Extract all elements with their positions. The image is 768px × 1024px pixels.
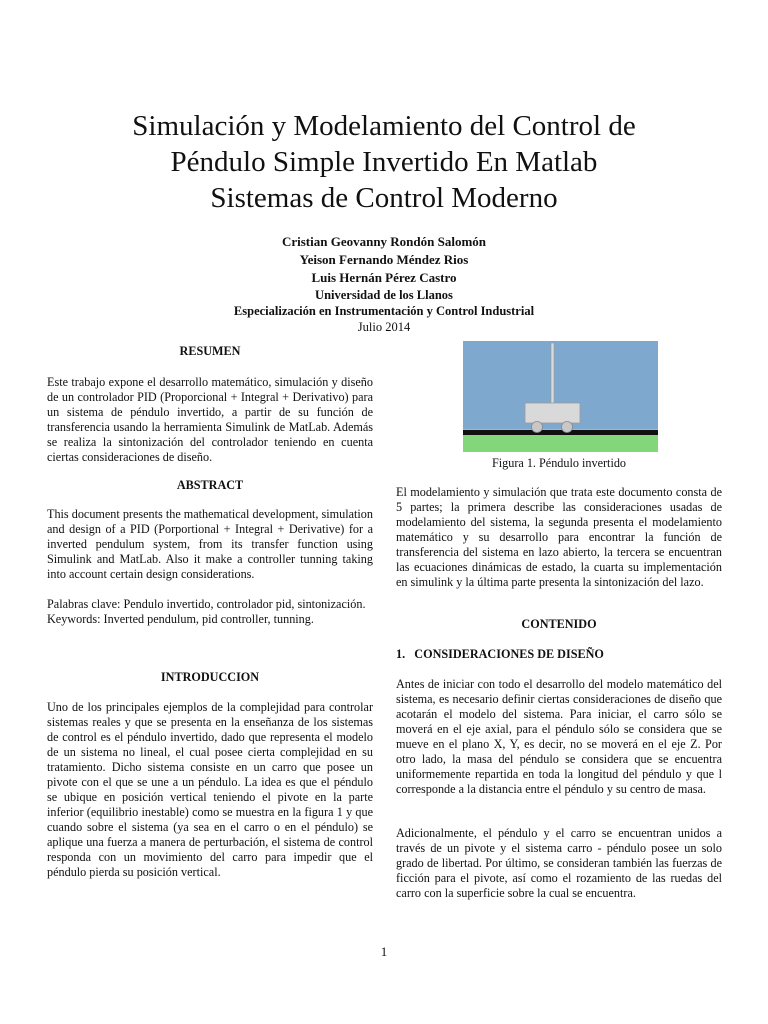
paper-title [40, 108, 728, 216]
section1-paragraph-2: Adicionalmente, el péndulo y el carro se encuentran unidos a través de un pivote y el sistema carro - péndulo posee un solo grado de libertad. Por último, se consideran también las fuerzas de ficción para el pivote, así como el rozamiento de las ruedas del carro con la superficie sobre la cual se encuentra. [396, 826, 722, 900]
keywords-block [47, 597, 373, 627]
section1-heading: 1. CONSIDERACIONES DE DISEÑO [396, 647, 604, 661]
introduccion-heading: INTRODUCCION [160, 670, 260, 684]
title-line-1: Simulación y Modelamiento del Control de [132, 110, 636, 142]
resumen-section [47, 344, 373, 359]
figure-track [463, 430, 658, 435]
intro-right-body [396, 485, 722, 590]
introduccion-text: Uno de los principales ejemplos de la complejidad para controlar sistemas reales y que se presenta en la enseñanza de los sistemas de control es el péndulo invertido, dado que representa el modelo de un sistema no lineal, el cual posee cierta complejidad en su tratamiento. Dicho sistema consiste en un carro que posee un pivote con el que se une a un péndulo. La idea es que el péndulo se ubique en posición vertical teniendo el pivote en la parte inferior (equilibrio inestable) como se muestra en la figura 1 y que cuando sobre el sistema (ya sea en el carro o en el péndulo) se aplique una fuerza a manera de perturbación, el sistema de control responda con un movimiento del carro para impedir que el péndulo pierda su posición vertical. [47, 700, 373, 879]
abstract-body [47, 507, 373, 582]
intro-right-text: El modelamiento y simulación que trata este documento consta de 5 partes; la primera describe las consideraciones usadas de modelamiento del sistema, la segunda presenta el modelamiento matemático y su desarrollo para encontrar la función de transferencia del sistema en lazo abierto, la tercera se encuentran las ecuaciones dinámicas de estado, la cuarta su implementación en simulink y la última parte presenta la sintonización del lazo. [396, 485, 722, 589]
pendulum-rod [551, 343, 554, 405]
contenido-heading: CONTENIDO [521, 617, 597, 631]
introduccion-section [47, 670, 373, 685]
section1-body [396, 677, 722, 797]
title-line-2: Péndulo Simple Invertido En Matlab [170, 146, 598, 178]
affiliation: Universidad de los Llanos [315, 288, 453, 302]
keywords-en: Keywords: Inverted pendulum, pid controller, tunning. [47, 612, 314, 626]
inverted-pendulum-figure [463, 341, 658, 452]
page-number: 1 [380, 944, 388, 959]
section1-body-2 [396, 826, 722, 901]
cart-wheel-right [562, 422, 573, 433]
resumen-text: Este trabajo expone el desarrollo matemático, simulación y diseño de un controlador PID (Proporcional + Integral + Derivativo) para un sistema de péndulo invertido, a partir de su función de transferencia usando la herramienta Simulink de MatLab. Además se realiza la sintonización del controlador teniendo en cuenta ciertas consideraciones de diseño. [47, 375, 373, 464]
cart-body [525, 403, 580, 423]
program: Especialización en Instrumentación y Control Industrial [233, 304, 535, 318]
abstract-heading: ABSTRACT [176, 478, 244, 492]
title-line-3: Sistemas de Control Moderno [210, 182, 558, 214]
abstract-section [47, 478, 373, 493]
section1-heading-block [396, 647, 722, 662]
date: Julio 2014 [357, 320, 411, 334]
author-name: Cristian Geovanny Rondón Salomón [281, 234, 487, 249]
introduccion-body [47, 700, 373, 880]
section1-paragraph-1: Antes de iniciar con todo el desarrollo del modelo matemático del sistema, es necesario definir ciertas consideraciones de diseño que acotarán el modelo del sistema. Para iniciar, el carro sólo se moverá en el eje axial, para el péndulo sólo se considera que se mueve en el plano X, Y, es decir, no se moverá en el eje Z. Por otro lado, la masa del péndulo se considera que se encuentra uniformemente repartida en toda la longitud del péndulo y que l corresponde a la distancia entre el péndulo y su centro de masa. [396, 677, 722, 796]
cart-wheel-left [532, 422, 543, 433]
author-block [40, 233, 728, 335]
keywords-es: Palabras clave: Pendulo invertido, controlador pid, sintonización. [47, 597, 366, 611]
resumen-heading: RESUMEN [179, 344, 241, 358]
contenido-section [396, 617, 722, 632]
author-name: Yeison Fernando Méndez Rios [299, 252, 469, 267]
abstract-text: This document presents the mathematical development, simulation and design of a PID (Porportional + Integral + Derivative) for a inverted pendulum system, from its transfer function using Simulink and MatLab. Also it make a controller tunning taking into account certain design considerations. [47, 507, 373, 581]
figure-caption: Figura 1. Péndulo invertido [491, 456, 627, 470]
author-name: Luis Hernán Pérez Castro [311, 270, 457, 285]
resumen-body [47, 375, 373, 465]
